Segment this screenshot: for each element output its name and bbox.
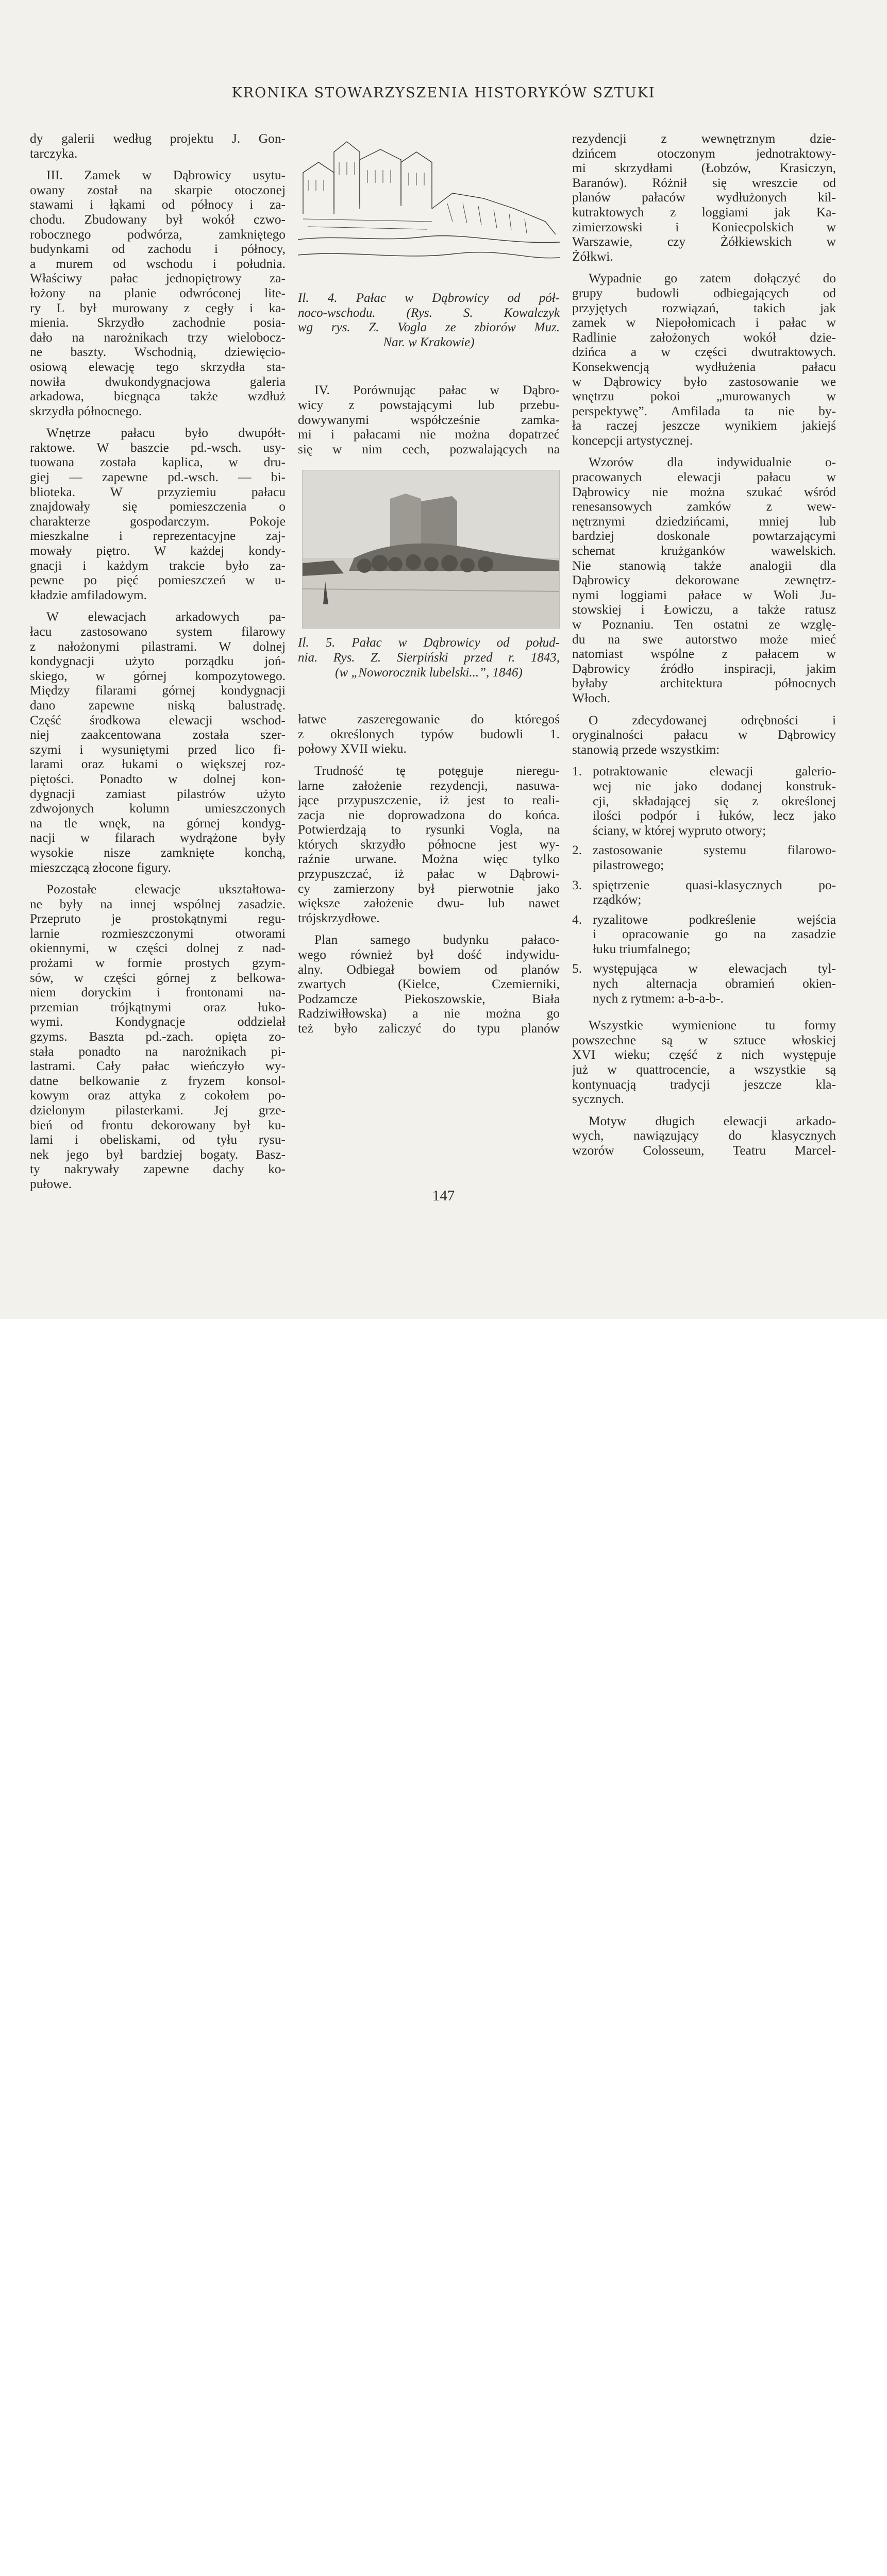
text-line: wzorów Colosseum, Teatru Marcel- — [572, 1143, 836, 1158]
text-line: pułowe. — [30, 1176, 72, 1191]
text-line: jące przypuszczenie, iż jest to reali- — [298, 793, 560, 808]
text-line: Plan samego budynku pałaco- — [314, 933, 560, 947]
text-line: zacja nie doprowadzona do końca. — [298, 807, 560, 822]
text-line: oryginalności pałacu w Dąbrowicy — [572, 727, 836, 742]
text-line: ne baszty. Wschodnią, dziewięcio- — [30, 345, 286, 360]
running-title: KRONIKA STOWARZYSZENIA HISTORYKÓW SZTUKI — [231, 85, 656, 101]
text-line: datne belkowanie z fryzem konsol- — [30, 1073, 286, 1088]
text-line: Część środkowa elewacji wschod- — [30, 713, 286, 727]
figure-5-engraving — [302, 470, 560, 629]
text-line: gzyms. Baszta pd.-zach. opięta zo- — [30, 1029, 286, 1044]
list-item-number: 3. — [572, 877, 582, 892]
paragraph-gap — [298, 925, 560, 933]
text-line: larami oraz łukami o większej roz- — [30, 757, 286, 772]
text-line: zimierzowski i Koniecpolskich w — [572, 219, 836, 234]
text-line: dało na narożnikach trzy wielobocz- — [30, 330, 286, 345]
list-item — [572, 961, 836, 1006]
text-line: Konsekwencją wydłużenia pałacu — [572, 359, 836, 374]
text-line: Nie stanowią także analogii dla — [572, 558, 836, 573]
caption-line: Il. 4. Pałac w Dąbrowicy od pół- — [298, 291, 560, 305]
text-line: tarczyka. — [30, 146, 78, 161]
text-line: Warszawie, czy Żółkiewskich w — [572, 234, 836, 249]
text-line: koncepcji artystycznej. — [572, 433, 693, 448]
text-line: Wszystkie wymienione tu formy — [589, 1018, 836, 1033]
paragraph-gap — [572, 757, 836, 764]
text-line: bardziej doskonale powtarzającymi — [572, 529, 836, 544]
text-line: IV. Porównując pałac w Dąbro- — [314, 383, 560, 398]
text-line: Dąbrowicy dekorowane zewnętrz- — [572, 573, 836, 588]
text-line: niem doryckim i frontonami na- — [30, 985, 286, 1000]
paragraph-gap — [572, 264, 836, 271]
list-item-number: 2. — [572, 843, 582, 858]
text-line: dowywanymi współcześnie zamka- — [298, 412, 560, 427]
text-line: przemian trójkątnymi oraz łuko- — [30, 999, 286, 1014]
paragraph-gap — [572, 1107, 836, 1114]
paragraph-gap — [30, 875, 286, 882]
text-line: pracowanych elewacji pałacu w — [572, 470, 836, 485]
text-line: Trudność tę potęguje nieregu- — [314, 763, 560, 778]
paragraph-gap — [572, 1011, 836, 1018]
text-line: których skrzydło północne jest wy- — [298, 837, 560, 852]
column-2-paragraph-a — [298, 383, 560, 456]
text-line: gnacji i każdym trakcie było za- — [30, 558, 286, 573]
text-line: dygnacji zamiast pilastrów użyto — [30, 786, 286, 801]
text-line: prożami w formie prostych gzym- — [30, 956, 286, 971]
text-line: perspektywę”. Amfilada ta nie by- — [572, 403, 836, 418]
text-line: raźnie urwane. Można więc tylko — [298, 852, 560, 867]
text-line: nek jego był bardziej bogaty. Basz- — [30, 1147, 286, 1162]
text-line: sów, w części górnej z belkowa- — [30, 970, 286, 985]
text-line: Radziwiłłowska) a nie można go — [298, 1006, 560, 1021]
text-line: też było zaliczyć do typu planów — [298, 1021, 560, 1036]
page-number: 147 — [432, 1188, 455, 1204]
text-line: natomiast wspólne z pałacem w — [572, 647, 836, 662]
text-line: większe założenie dwu- lub nawet — [298, 896, 560, 911]
text-line: planów pałaców wydłużonych kil- — [572, 190, 836, 205]
caption-line: noco-wschodu. (Rys. S. Kowalczyk — [298, 306, 560, 320]
column-3-paragraph-a — [572, 131, 836, 757]
list-item — [572, 878, 836, 907]
text-line: piętości. Ponadto w dolnej kon- — [30, 771, 286, 786]
text-line: Radlinie założonych wokół dzie- — [572, 330, 836, 345]
text-line: kowym oraz attyka z cokołem po- — [30, 1088, 286, 1103]
text-line: na tle wnęk, na górnej kondyg- — [30, 816, 286, 831]
text-line: mi i pałacami nie można dopatrzeć — [298, 427, 560, 442]
text-line: robocznego podwórza, zamkniętego — [30, 227, 286, 242]
text-line: łacu zastosowano system filarowy — [30, 624, 286, 639]
text-line: a murem od wschodu i południa. — [30, 256, 286, 271]
list-item-line: i opracowanie go na zasadzie — [593, 927, 836, 942]
text-line: trójskrzydłowe. — [298, 910, 380, 925]
text-line: owany został na skarpie otoczonej — [30, 182, 286, 197]
text-line: stowskiej i Łowiczu, a także ratusz — [572, 602, 836, 617]
text-line: Żółkwi. — [572, 249, 613, 264]
text-line: wymi. Kondygnacje oddzielał — [30, 1014, 286, 1029]
text-line: Podzamcze Piekoszowskie, Biała — [298, 991, 560, 1006]
paragraph-gap — [30, 602, 286, 609]
text-line: XVI wieku; część z nich występuje — [572, 1047, 836, 1062]
text-line: nowiła dwukondygnacjowa galeria — [30, 374, 286, 389]
text-line: wnętrzu pokoi „murowanych w — [572, 389, 836, 404]
text-line: blioteka. W przyziemiu pałacu — [30, 484, 286, 499]
text-line: stała ponadto na narożnikach pi- — [30, 1044, 286, 1059]
text-line: szymi i wysuniętymi przed lico fi- — [30, 742, 286, 757]
text-line: cy zamierzony był pierwotnie jako — [298, 881, 560, 896]
text-line: się w nim cech, pozwalających na — [298, 442, 560, 456]
text-line: nętrznymi dziedzińcami, mniej lub — [572, 514, 836, 529]
column-3-paragraph-b — [572, 1018, 836, 1158]
text-line: Pozostałe elewacje ukształtowa- — [46, 882, 286, 897]
text-line: mowały piętro. W każdej kondy- — [30, 544, 286, 558]
text-line: ry L był murowany z cegły i ka- — [30, 300, 286, 315]
text-line: już w quattrocencie, a wszystkie są — [572, 1062, 836, 1077]
text-line: larnie rozmieszczonymi otworami — [30, 926, 286, 941]
numbered-list — [572, 757, 836, 1018]
text-line: nacji w filarach wydrążone były — [30, 831, 286, 845]
text-line: łożony na planie odwróconej lite- — [30, 285, 286, 300]
text-line: ła raczej jeszcze wynikiem jakiejś — [572, 418, 836, 433]
text-column-1 — [30, 131, 286, 1192]
text-line: budynkami od zachodu i północy, — [30, 242, 286, 257]
text-line: larne założenie rezydencji, nasuwa- — [298, 778, 560, 793]
list-item-line: nych z rytmem: a-b-a-b-. — [593, 991, 724, 1006]
text-line: rezydencji z wewnętrznym dzie- — [572, 131, 836, 146]
text-line: w Poznaniu. Ten ostatni ze wzglę- — [572, 617, 836, 632]
text-line: łatwe zaszeregowanie do któregoś — [298, 712, 560, 727]
paragraph-gap — [572, 706, 836, 713]
text-line: osiową elewację tego skrzydła sta- — [30, 359, 286, 374]
text-line: w Dąbrowicy było zastosowanie we — [572, 374, 836, 389]
text-line: O zdecydowanej odrębności i — [589, 713, 836, 727]
text-line: kutraktowych z loggiami jak Ka- — [572, 205, 836, 219]
text-line: powszechne są w sztuce włoskiej — [572, 1032, 836, 1047]
text-line: du na swe autorstwo może mieć — [572, 632, 836, 647]
text-line: schemat krużganków wawelskich. — [572, 544, 836, 558]
list-item-number: 1. — [572, 764, 582, 779]
text-line: wych, nawiązujący do klasycznych — [572, 1128, 836, 1143]
text-line: Baranów). Różnił się wreszcie od — [572, 175, 836, 190]
text-column-2 — [298, 131, 560, 1036]
text-line: Właściwy pałac jednopiętrowy za- — [30, 271, 286, 286]
list-item-line: potraktowanie elewacji galerio- — [593, 764, 836, 779]
text-column-3 — [572, 131, 836, 1158]
text-line: grupy budowli odbiegających od — [572, 285, 836, 300]
text-line: Przepruto je prostokątnymi regu- — [30, 911, 286, 926]
list-item-line: ilości podpór i łuków, lecz jako — [593, 808, 836, 823]
text-line: wego również był dość indywidu- — [298, 947, 560, 962]
text-line: mienia. Skrzydło zachodnie posia- — [30, 315, 286, 330]
text-line: Dąbrowicy źródło inspiracji, jakim — [572, 661, 836, 676]
text-line: Dąbrowicy nie można szukać wśród — [572, 484, 836, 499]
text-line: połowy XVII wieku. — [298, 741, 407, 756]
text-line: raktowe. W baszcie pd.-wsch. usy- — [30, 440, 286, 455]
text-line: zamek w Niepołomicach i pałac w — [572, 315, 836, 330]
text-line: giej — zapewne pd.-wsch. — bi- — [30, 470, 286, 485]
list-item-line: nych alternacja obramień okien- — [593, 976, 836, 991]
text-line: bień od frontu dekorowany był ku- — [30, 1117, 286, 1132]
text-line: przypuszczać, iż pałac w Dąbrowi- — [298, 867, 560, 882]
figure-5-caption — [298, 636, 560, 680]
list-item — [572, 764, 836, 838]
text-line: zdwojonych kolumn umieszczonych — [30, 801, 286, 816]
text-line: dzińca a w części dwutraktowych. — [572, 345, 836, 360]
text-line: z nałożonymi pilastrami. W dolnej — [30, 639, 286, 654]
text-line: Włoch. — [572, 690, 611, 705]
text-line: charakterze gospodarczym. Pokoje — [30, 514, 286, 529]
text-line: mieszkalne i reprezentacyjne zaj- — [30, 529, 286, 544]
text-line: tuowana została kaplica, w dru- — [30, 455, 286, 470]
text-line: ne były na innej wspólnej zasadzie. — [30, 896, 286, 911]
text-line: lastrami. Cały pałac wieńczyło wy- — [30, 1059, 286, 1074]
text-line: arkadowa, biegnąca także wzdłuż — [30, 389, 286, 404]
text-line: ty nakrywały zapewne dachy ko- — [30, 1162, 286, 1177]
paragraph-gap — [572, 448, 836, 455]
text-line: zwartych (Kielce, Czemierniki, — [298, 977, 560, 992]
text-line: okiennymi, w części dolnej z nad- — [30, 941, 286, 956]
list-item-number: 4. — [572, 912, 582, 927]
text-line: pewne po pięć pomieszczeń w u- — [30, 573, 286, 588]
text-line: Wnętrze pałacu było dwupółt- — [46, 426, 286, 440]
text-line: skrzydła północnego. — [30, 403, 142, 418]
text-line: dzińcem otoczonym jednotraktowy- — [572, 146, 836, 161]
list-item-line: cji, składającej się z określonej — [593, 793, 836, 808]
text-line: Potwierdzają to rysunki Vogla, na — [298, 822, 560, 837]
text-line: lami i obeliskami, od tyłu rysu- — [30, 1132, 286, 1147]
text-line: z określonych typów budowli 1. — [298, 726, 560, 741]
list-item-line: zastosowanie systemu filarowo- — [593, 843, 836, 858]
palace-engraving-illustration — [303, 470, 559, 628]
list-item-line: rządków; — [593, 892, 642, 907]
list-item — [572, 843, 836, 872]
text-line: przyjętych rozwiązań, takich jak — [572, 300, 836, 315]
list-item — [572, 912, 836, 957]
list-item-line: ryzalitowe podkreślenie wejścia — [593, 912, 836, 927]
list-item-line: spiętrzenie quasi-klasycznych po- — [593, 877, 836, 892]
text-line: niej zaakcentowana została szer- — [30, 727, 286, 742]
column-2-paragraph-b — [298, 712, 560, 1036]
text-line: kładzie amfiladowym. — [30, 587, 147, 602]
text-line: stawami i łąkami od północy i za- — [30, 197, 286, 212]
caption-line: nia. Rys. Z. Sierpiński przed r. 1843, — [298, 650, 560, 665]
paragraph-gap — [298, 756, 560, 764]
caption-line: (w „Noworocznik lubelski...”, 1846) — [335, 665, 523, 680]
text-line: wicy z powstającymi lub przebu- — [298, 397, 560, 412]
caption-line: Nar. w Krakowie) — [383, 335, 475, 349]
text-line: mieszczącą złocone figury. — [30, 860, 171, 875]
figure-4-drawing — [298, 131, 560, 286]
caption-line: Il. 5. Pałac w Dąbrowicy od połud- — [298, 636, 560, 650]
text-line: renesansowych zamków z wew- — [572, 499, 836, 514]
text-line: sycznych. — [572, 1092, 624, 1107]
text-line: W elewacjach arkadowych pa- — [46, 609, 286, 624]
text-line: dzielonym pilasterkami. Jej grze- — [30, 1103, 286, 1117]
text-line: byłaby architektura północnych — [572, 676, 836, 691]
text-line: znajdowały się pomieszczenia o — [30, 499, 286, 514]
list-item-line: pilastrowego; — [593, 857, 664, 872]
paragraph-gap — [30, 418, 286, 426]
list-item-number: 5. — [572, 961, 582, 976]
palace-sketch-illustration — [298, 131, 560, 286]
text-line: chodu. Zbudowany był wokół czwo- — [30, 212, 286, 227]
text-line: mi skrzydłami (Łobzów, Krasiczyn, — [572, 161, 836, 176]
text-line: kontynuacją tradycji jeszcze kla- — [572, 1077, 836, 1092]
text-line: III. Zamek w Dąbrowicy usytu- — [46, 168, 286, 183]
text-line: Motyw długich elewacji arkado- — [589, 1113, 836, 1128]
paragraph-gap — [30, 161, 286, 168]
text-line: Wzorów dla indywidualnie o- — [589, 455, 836, 470]
text-line: kondygnacji użyto porządku joń- — [30, 654, 286, 669]
list-item-line: wej nie jako dodanej konstruk- — [593, 778, 836, 793]
list-item-line: występująca w elewacjach tyl- — [593, 961, 836, 976]
text-line: skiego, w górnej kompozytowego. — [30, 668, 286, 683]
caption-line: wg rys. Z. Vogla ze zbiorów Muz. — [298, 320, 560, 335]
list-item-line: ściany, w której wypruto otwory; — [593, 823, 766, 838]
text-line: alny. Odbiegał bowiem od planów — [298, 962, 560, 977]
text-line: dy galerii według projektu J. Gon- — [30, 131, 286, 146]
text-line: stanowią przede wszystkim: — [572, 742, 720, 757]
text-line: Wypadnie go zatem dołączyć do — [589, 271, 836, 286]
text-line: wysokie nisze zamknięte konchą, — [30, 845, 286, 860]
text-line: dano zapewne niską balustradę. — [30, 698, 286, 713]
text-line: Między filarami górnej kondygnacji — [30, 683, 286, 698]
digitization-footer — [0, 1319, 887, 1385]
list-item-line: łuku triumfalnego; — [593, 941, 691, 956]
text-line: nymi loggiami pałace w Woli Ju- — [572, 587, 836, 602]
figure-4-caption — [298, 291, 560, 350]
